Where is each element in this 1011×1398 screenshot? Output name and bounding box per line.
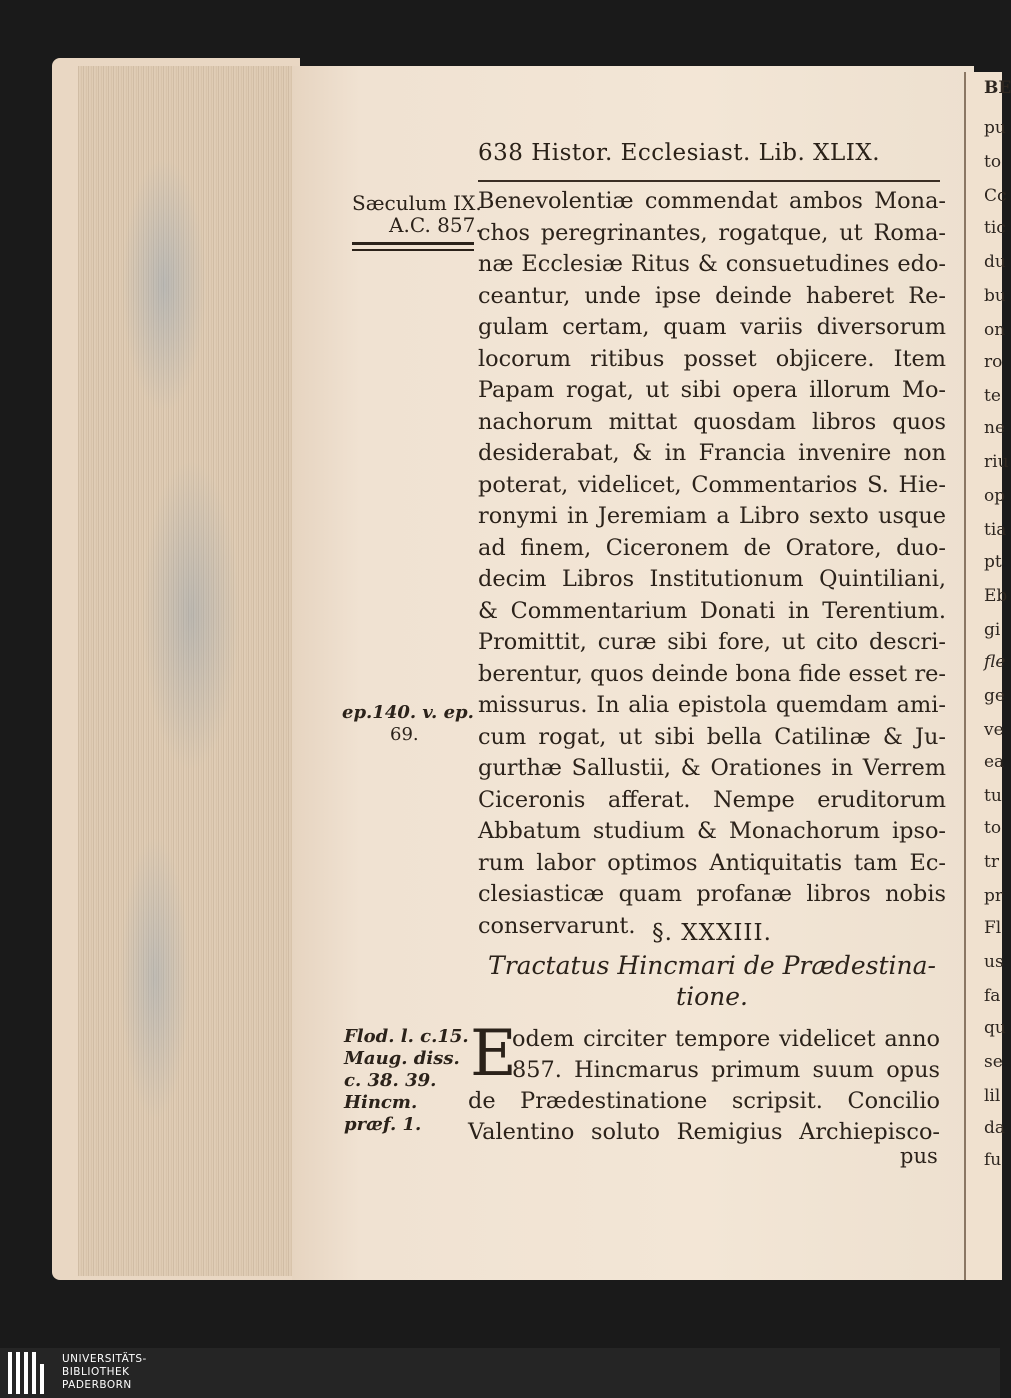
- section-title-line: Tractatus Hincmari de Prædestina-: [488, 951, 936, 980]
- facing-page-text-fragment: to: [984, 152, 1002, 172]
- margin-note-saeculum: [352, 192, 482, 236]
- header-rule: [478, 180, 940, 182]
- library-name: [62, 1353, 147, 1392]
- library-footer-bar: [0, 1348, 1000, 1398]
- facing-page-text-fragment: fa: [984, 986, 1001, 1006]
- facing-page-text-fragment: lil: [984, 1086, 1001, 1106]
- text-line: ceantur, unde ipse deinde haberet Re-: [478, 282, 946, 309]
- facing-page-text-fragment: ge: [984, 686, 1005, 706]
- facing-page-text-fragment: gi: [984, 620, 1001, 640]
- margin-note-sources: [344, 1026, 469, 1136]
- facing-page-text-fragment: Eb: [984, 586, 1008, 606]
- text-line: Papam rogat, ut sibi opera illorum Mo-: [478, 377, 946, 403]
- text-line: conservarunt.: [478, 912, 636, 939]
- facing-page-text-fragment: Fl: [984, 918, 1002, 938]
- text-line: Promittit, curæ sibi fore, ut cito descri-: [478, 629, 946, 655]
- facing-page-text-fragment: riu: [984, 452, 1009, 472]
- text-line: næ Ecclesiæ Ritus & consuetudines edo-: [478, 251, 946, 277]
- text-line: Valentino soluto Remigius Archiepisco-: [468, 1119, 940, 1145]
- facing-page-text-fragment: du: [984, 252, 1006, 272]
- facing-page-text-fragment: op: [984, 486, 1006, 506]
- text-line: Abbatum studium & Monachorum ipso-: [478, 818, 946, 844]
- section-number: §. XXXIII.: [652, 920, 772, 946]
- text-line: cum rogat, ut sibi bella Catilinæ & Ju-: [478, 723, 946, 750]
- text-line: Ciceronis afferat. Nempe eruditorum: [478, 786, 946, 813]
- running-header: 638 Histor. Ecclesiast. Lib. XLIX.: [478, 140, 881, 166]
- margin-note-line: Sæculum IX.: [352, 191, 482, 215]
- text-line: nachorum mittat quosdam libros quos: [478, 408, 946, 435]
- facing-page-text-fragment: on: [984, 320, 1006, 340]
- text-line: rum labor optimos Antiquitatis tam Ec-: [478, 849, 946, 876]
- facing-page-text-fragment: pt: [984, 552, 1002, 572]
- facing-page-text-fragment: ro: [984, 352, 1003, 372]
- margin-note-line: Hincm.: [344, 1092, 418, 1113]
- second-paragraph-rest: [468, 1086, 940, 1148]
- text-line: locorum ritibus posset objicere. Item: [478, 345, 946, 372]
- drop-cap: E: [470, 1017, 517, 1091]
- facing-page-fragment: [964, 72, 1011, 1280]
- facing-page-text-fragment: BE: [984, 78, 1011, 98]
- facing-page-text-fragment: ea: [984, 752, 1005, 772]
- margin-note-line: Flod. l. c.15.: [344, 1026, 469, 1047]
- margin-note-line: A.C. 857.: [389, 213, 482, 237]
- text-line: missurus. In alia epistola quemdam ami-: [478, 692, 946, 718]
- margin-note-line: c. 38. 39.: [344, 1070, 437, 1091]
- margin-rule: [352, 242, 474, 245]
- margin-note-epistola: [342, 702, 474, 746]
- text-line: ronymi in Jeremiam a Libro sexto usque: [478, 503, 946, 529]
- facing-page-text-fragment: pu: [984, 118, 1006, 138]
- text-line: gurthæ Sallustii, & Orationes in Verrem: [478, 755, 946, 781]
- facing-page-text-fragment: da: [984, 1118, 1006, 1138]
- main-paragraph: [478, 186, 946, 942]
- facing-page-text-fragment: qu: [984, 1018, 1006, 1038]
- second-paragraph-start: [512, 1024, 940, 1086]
- library-name-line: PADERBORN: [62, 1379, 132, 1391]
- margin-note-line: præf. 1.: [344, 1114, 422, 1135]
- page-block-fore-edge: [78, 66, 296, 1276]
- text-line: 857. Hincmarus primum suum opus: [512, 1057, 940, 1083]
- text-line: gulam certam, quam variis diversorum: [478, 314, 946, 340]
- text-line: desiderabat, & in Francia invenire non: [478, 440, 946, 466]
- facing-page-text-fragment: ve: [984, 720, 1004, 740]
- library-logo-icon: [6, 1352, 48, 1394]
- facing-page-text-fragment: to: [984, 818, 1002, 838]
- text-line: de Prædestinatione scripsit. Concilio: [468, 1088, 940, 1114]
- facing-page-text-fragment: Cc: [984, 186, 1007, 206]
- facing-page-text-fragment: tia: [984, 520, 1007, 540]
- facing-page-text-fragment: bu: [984, 286, 1006, 306]
- facing-page-text-fragment: tr: [984, 852, 999, 872]
- facing-page-text-fragment: te: [984, 386, 1001, 406]
- facing-page-text-fragment: ne: [984, 418, 1006, 438]
- text-line: decim Libros Institutionum Quintiliani,: [478, 566, 946, 592]
- text-line: odem circiter tempore videlicet anno: [512, 1026, 940, 1052]
- text-line: Benevolentiæ commendat ambos Mona-: [478, 188, 946, 214]
- text-line: poterat, videlicet, Commentarios S. Hie-: [478, 471, 946, 498]
- margin-note-line: 69.: [390, 724, 419, 745]
- text-line: chos peregrinantes, rogatque, ut Roma-: [478, 219, 946, 246]
- library-name-line: UNIVERSITÄTS-: [62, 1353, 147, 1365]
- text-line: clesiasticæ quam profanæ libros nobis: [478, 881, 946, 907]
- margin-rule: [352, 249, 474, 251]
- library-name-line: BIBLIOTHEK: [62, 1366, 130, 1378]
- facing-page-text-fragment: tu: [984, 786, 1002, 806]
- section-title: [478, 950, 946, 1012]
- text-line: berentur, quos deinde bona fide esset re-: [478, 660, 946, 687]
- facing-page-text-fragment: se: [984, 1052, 1003, 1072]
- facing-page-text-fragment: tic: [984, 218, 1006, 238]
- margin-note-line: Maug. diss.: [344, 1048, 460, 1069]
- facing-page-text-fragment: fle: [984, 652, 1006, 672]
- section-title-line: tione.: [676, 982, 748, 1011]
- facing-page-text-fragment: fu: [984, 1150, 1002, 1170]
- catchword: pus: [900, 1144, 938, 1168]
- facing-page-text-fragment: pr: [984, 886, 1004, 906]
- text-line: & Commentarium Donati in Terentium.: [478, 597, 946, 624]
- text-line: ad finem, Ciceronem de Oratore, duo-: [478, 534, 946, 561]
- margin-note-line: ep.140. v. ep.: [342, 702, 474, 723]
- facing-page-text-fragment: us: [984, 952, 1004, 972]
